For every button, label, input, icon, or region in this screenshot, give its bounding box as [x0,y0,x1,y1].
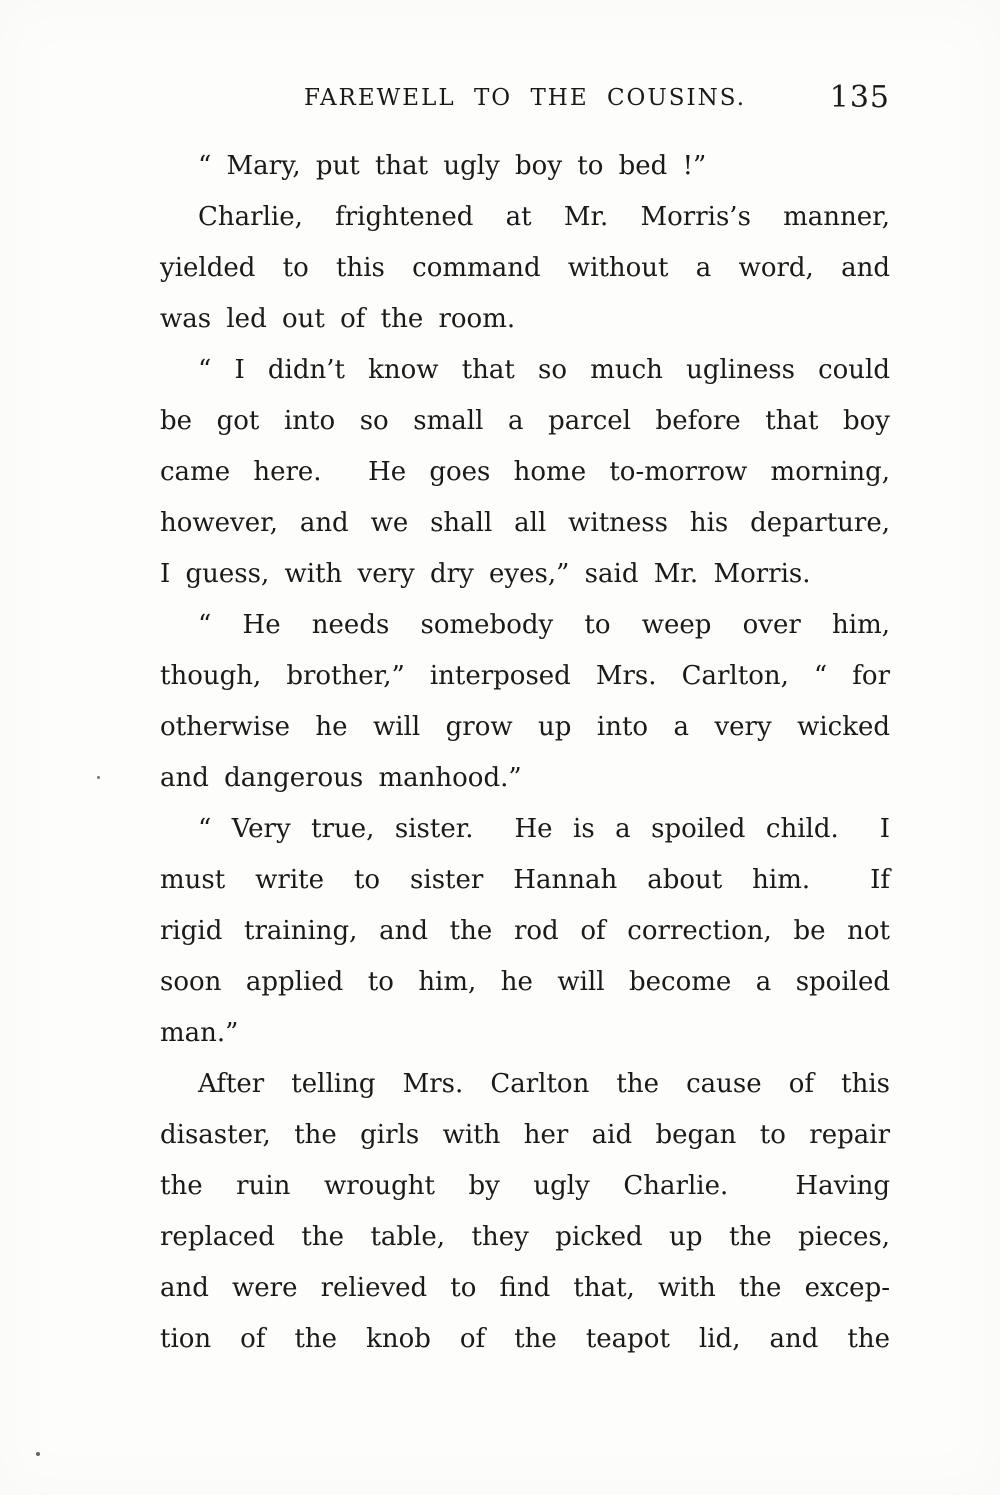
text-line: however, and we shall all witness his departure, [160,508,890,538]
text-line: “ He needs somebody to weep over him, [198,610,890,640]
scan-speck [97,776,100,779]
text-line: I guess, with very dry eyes,” said Mr. Morris. [160,559,811,589]
scan-speck [36,1452,40,1456]
text-line: though, brother,” interposed Mrs. Carlton, “ for [160,661,890,691]
text-line: must write to sister Hannah about him. If [160,865,890,895]
running-title: FAREWELL TO THE COUSINS. [303,85,747,111]
text-line: and were relieved to find that, with the excep- [160,1273,890,1303]
text-line: “ Very true, sister. He is a spoiled child. I [198,814,890,844]
text-line: After telling Mrs. Carlton the cause of this [198,1069,890,1099]
text-line: disaster, the girls with her aid began to repair [160,1120,890,1150]
text-line: “ I didn’t know that so much ugliness could [198,355,890,385]
text-line: came here. He goes home to-morrow morning, [160,457,890,487]
text-line: tion of the knob of the teapot lid, and the [160,1324,890,1354]
running-head [160,0,890,130]
text-line: be got into so small a parcel before that boy [160,406,890,436]
text-line: replaced the table, they picked up the pieces, [160,1222,890,1252]
page-number: 135 [829,80,890,115]
text-line: Charlie, frightened at Mr. Morris’s manner, [198,202,890,232]
text-line: rigid training, and the rod of correction, be not [160,916,890,946]
text-line: “ Mary, put that ugly boy to bed !” [198,151,707,181]
text-line: was led out of the room. [160,304,516,334]
text-line: the ruin wrought by ugly Charlie. Having [160,1171,890,1201]
text-line: and dangerous manhood.” [160,763,522,793]
text-line: otherwise he will grow up into a very wicked [160,712,890,742]
text-line: man.” [160,1018,239,1048]
text-line: soon applied to him, he will become a spoiled [160,967,890,997]
page-body-text [160,141,890,1365]
text-line: yielded to this command without a word, and [160,253,890,283]
